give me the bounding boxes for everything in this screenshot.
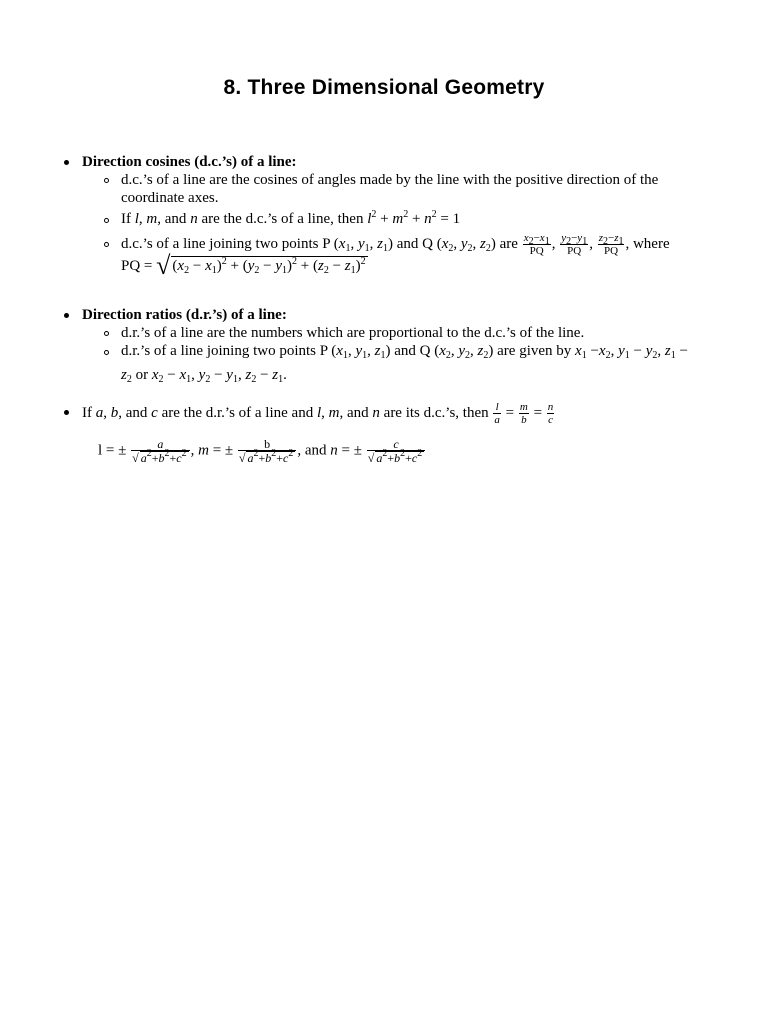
sub-bullet-circle: [104, 218, 109, 223]
sub-bullet-circle: [104, 242, 109, 247]
section1-item1-line2: coordinate axes.: [121, 190, 219, 206]
section1-item3: d.c.’s of a line joining two points P ($x_1$, $y_1$, $z_1$) and Q ($x_2$, $y_2$, $z_2$) are $\frac{x_2-x_1}{PQ}$ , $\frac{y_2-y_1}{PQ}$ , $\frac{z_2-z_1}{PQ}$ , where: [121, 232, 670, 257]
bullet-dot: [64, 160, 69, 165]
section2-item2-line1: d.r.’s of a line joining two points P ($x_1$, $y_1$, $z_1$) and Q ($x_2$, $y_2$, $z_2$) are given by $x_1 -x_2$, $y_1 - y_2$, $z_1$ −: [121, 343, 688, 361]
section1-item2: If l, m, and n are the d.c.’s of a line, then $l^2 + m^2 + n^2 = 1$: [121, 209, 461, 227]
pq-formula: PQ = √ $(x_2 - x_1)^2 + (y_2 - y_1)^2 + (z_2 - z_1)^2$: [121, 251, 366, 280]
page-title: 8. Three Dimensional Geometry: [223, 76, 545, 99]
bullet-dot: [64, 410, 69, 415]
sub-bullet-circle: [104, 178, 109, 183]
section1-heading: Direction cosines (d.c.’s) of a line:: [82, 154, 297, 170]
and-label: and: [304, 442, 327, 459]
dc-formula: l = ± $\frac{a}{√ a^2+b^2+c^2}$ , m = ± $\frac{b}{√ a^2+b^2+c^2}$ , and n = ± $\frac{c}{√ a^2+b^2+c^2}$: [98, 438, 426, 464]
section2-item1: d.r.’s of a line are the numbers which are proportional to the d.c.’s of the line.: [121, 325, 585, 341]
bullet-dot: [64, 313, 69, 318]
sub-bullet-circle: [104, 331, 109, 336]
section3-text: If a, b, and c are the d.r.’s of a line and l, m, and n are its d.c.’s, then $\frac{l}{a}$ = $\frac{m}{b}$ = $\frac{n}{c}$: [82, 401, 554, 426]
section2-heading: Direction ratios (d.r.’s) of a line:: [82, 307, 287, 323]
where-label: , where: [625, 235, 670, 252]
sub-bullet-circle: [104, 350, 109, 355]
section1-item1-line1: d.c.’s of a line are the cosines of angles made by the line with the positive direction of the: [121, 172, 659, 188]
section2-item2-line2: $z_2$ or $x_2 - x_1$, $y_2 - y_1$, $z_2 - z_1$.: [121, 367, 287, 385]
